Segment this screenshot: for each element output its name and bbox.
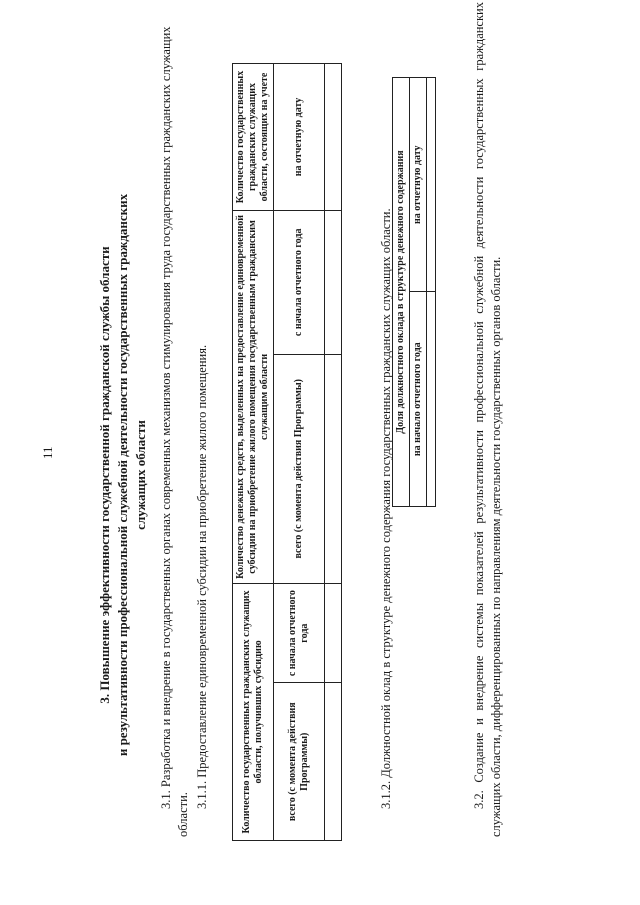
section-title-line-1: 3. Повышение эффективности государственной гражданской службы области xyxy=(97,246,112,704)
table2-col-report-date: на отчетную дату xyxy=(410,78,427,292)
table1-col-funds-year: с начала отчетного года xyxy=(274,211,325,355)
table1-col-recipients-year: с начала отчетного года xyxy=(274,583,325,683)
table1-header-recipients: Количество государственных гражданских служащих области, получивших субсидию xyxy=(233,583,274,840)
subsidy-table xyxy=(232,63,342,841)
table2-col-year-start: на начало отчетного года xyxy=(410,292,427,507)
table1-col-registered-date: на отчетную дату xyxy=(274,64,325,211)
table1-col-recipients-total: всего (с момента действия Программы) xyxy=(274,683,325,841)
salary-share-table xyxy=(392,77,436,507)
paragraph-3-1-1: 3.1.1. Предоставление единовременной субсидии на приобретение жилого помещения. xyxy=(195,344,209,809)
paragraph-3-1-2: 3.1.2. Должностной оклад в структуре денежного содержания государственных гражданских служащих области. xyxy=(379,208,393,809)
table-cell xyxy=(427,292,436,507)
table1-header-registered: Количество государственных гражданских служащих области, состоящих на учете xyxy=(233,64,274,211)
section-title-line-2: и результативности профессиональной служебной деятельности государственных гражданских xyxy=(115,193,130,757)
section-title-line-3: служащих области xyxy=(133,420,148,530)
table-cell xyxy=(325,211,342,355)
table1-header-funds: Количество денежных средств, выделенных на предоставление единовременной субсидии на приобретение жилого помещения государственным гражданским служащим области xyxy=(233,211,274,584)
table2-empty-row xyxy=(427,78,436,507)
page-number: 11 xyxy=(40,446,55,459)
table-cell xyxy=(325,583,342,683)
table1-empty-row xyxy=(325,64,342,841)
paragraph-3-2: 3.2. Создание и внедрение системы показателей результативности профессиональной служебной деятельности государственных гражданских служащих области, дифференцированных по направлениям деятельности государственных органов области. xyxy=(472,2,503,837)
table-cell xyxy=(325,354,342,583)
table2-header: Доля должностного оклада в структуре денежного содержания xyxy=(393,78,410,507)
table1-col-funds-total: всего (с момента действия Программы) xyxy=(274,354,325,583)
table-cell xyxy=(325,683,342,841)
table-cell xyxy=(325,64,342,211)
paragraph-3-1: 3.1. Разработка и внедрение в государственных органах современных механизмов стимулирования труда государственных гражданских служащих области. xyxy=(159,26,190,837)
section-heading xyxy=(96,155,150,795)
table-cell xyxy=(427,78,436,292)
